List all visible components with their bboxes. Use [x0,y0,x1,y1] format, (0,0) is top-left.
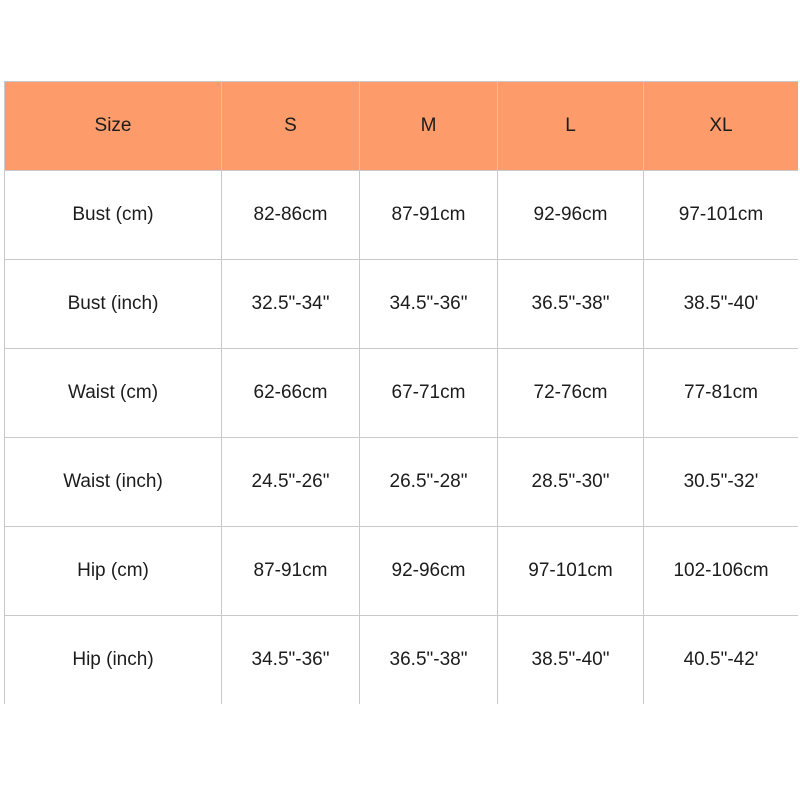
table-cell: 36.5"-38" [498,260,644,349]
table-cell: 82-86cm [222,171,360,260]
table-cell: 36.5"-38" [360,616,498,705]
table-cell: 77-81cm [644,349,799,438]
row-label: Bust (inch) [5,260,222,349]
table-cell: 62-66cm [222,349,360,438]
table-cell: 92-96cm [498,171,644,260]
size-chart-table [4,81,798,704]
size-chart-container [4,81,798,706]
row-label: Waist (cm) [5,349,222,438]
table-cell: 30.5"-32' [644,438,799,527]
row-label: Bust (cm) [5,171,222,260]
table-row [5,349,799,438]
table-cell: 38.5"-40" [498,616,644,705]
table-cell: 32.5"-34" [222,260,360,349]
table-cell: 97-101cm [498,527,644,616]
table-cell: 28.5"-30" [498,438,644,527]
table-cell: 38.5"-40' [644,260,799,349]
header-row [5,82,799,171]
header-cell-l: L [498,82,644,171]
table-cell: 26.5"-28" [360,438,498,527]
header-cell-xl: XL [644,82,799,171]
size-chart-header [5,82,799,171]
table-row [5,438,799,527]
table-row [5,171,799,260]
table-cell: 24.5"-26" [222,438,360,527]
table-cell: 92-96cm [360,527,498,616]
table-cell: 40.5"-42' [644,616,799,705]
table-cell: 87-91cm [360,171,498,260]
table-cell: 34.5"-36" [222,616,360,705]
size-chart-body [5,171,799,705]
header-cell-m: M [360,82,498,171]
table-cell: 87-91cm [222,527,360,616]
table-row [5,616,799,705]
header-cell-s: S [222,82,360,171]
row-label: Waist (inch) [5,438,222,527]
table-cell: 102-106cm [644,527,799,616]
table-cell: 97-101cm [644,171,799,260]
row-label: Hip (cm) [5,527,222,616]
row-label: Hip (inch) [5,616,222,705]
header-cell-size: Size [5,82,222,171]
table-cell: 67-71cm [360,349,498,438]
table-cell: 34.5"-36" [360,260,498,349]
table-row [5,260,799,349]
table-row [5,527,799,616]
table-cell: 72-76cm [498,349,644,438]
